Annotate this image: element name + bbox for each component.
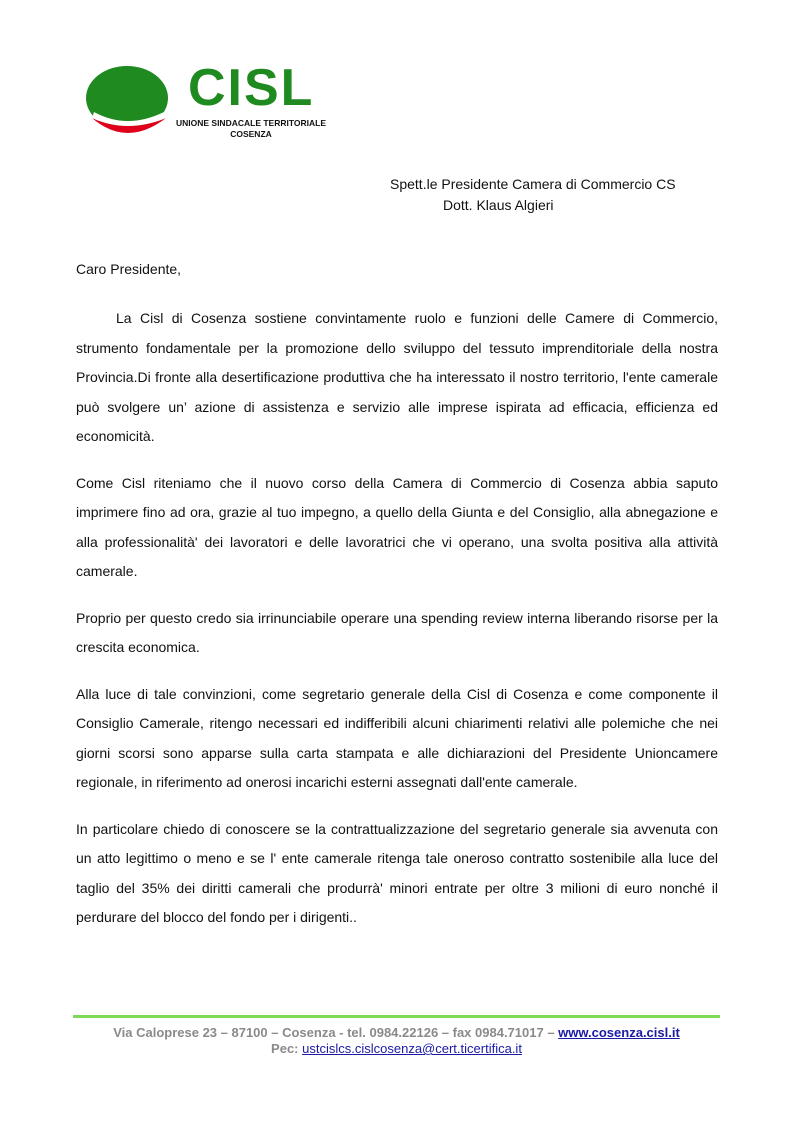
logo-subtitle-line1: UNIONE SINDACALE TERRITORIALE xyxy=(175,118,327,128)
logo-subtitle-line2: COSENZA xyxy=(230,129,272,139)
paragraph-3: Proprio per questo credo sia irrinunciabile operare una spending review interna liberando risorse per la crescita economica. xyxy=(76,609,718,655)
pec-label: Pec: xyxy=(271,1041,303,1056)
salutation: Caro Presidente, xyxy=(76,261,182,277)
paragraph-4: Alla luce di tale convinzioni, come segretario generale della Cisl di Cosenza e come componente il Consiglio Camerale, ritengo necessari ed indifferibili alcuni chiarimenti relativi alle polemiche che nei giorni scorsi sono apparse sulla carta stampata e alle dichiarazioni del Presidente Unioncamere regionale, in riferimento ad onerosi incarichi esterni assegnati dall'ente camerale. xyxy=(76,685,718,790)
pec-email-link[interactable]: ustcislcs.cislcosenza@cert.ticertifica.it xyxy=(302,1041,522,1056)
footer-divider xyxy=(73,1015,720,1018)
addressee-block xyxy=(390,174,676,216)
paragraph-5: In particolare chiedo di conoscere se la contrattualizzazione del segretario generale sia avvenuta con un atto legittimo o meno e se l' ente camerale ritenga tale oneroso contratto sostenibile alla luce del taglio del 35% dei diritti camerali che produrrà' minori entrate per oltre 3 milioni di euro nonché il perdurare del blocco del fondo per i dirigenti.. xyxy=(76,820,718,925)
footer-line1 xyxy=(73,1025,720,1041)
footer-line2 xyxy=(73,1041,720,1057)
paragraph-2: Come Cisl riteniamo che il nuovo corso della Camera di Commercio di Cosenza abbia saputo imprimere fino ad ora, grazie al tuo impegno, a quello della Giunta e del Consiglio, alla abnegazione e alla professionalità' dei lavoratori e delle lavoratrici che vi operano, una svolta positiva alla attività camerale. xyxy=(76,474,718,579)
addressee-line1: Spett.le Presidente Camera di Commercio CS xyxy=(390,176,676,192)
addressee-line2: Dott. Klaus Algieri xyxy=(443,197,554,213)
footer-address: Via Caloprese 23 – 87100 – Cosenza - tel. 0984.22126 – fax 0984.71017 – xyxy=(113,1025,559,1040)
cisl-logo-mark-icon xyxy=(84,56,174,144)
letter-body xyxy=(76,304,718,950)
cisl-brand-text: CISL xyxy=(188,59,315,117)
paragraph-1: La Cisl di Cosenza sostiene convintamente ruolo e funzioni delle Camere di Commercio, strumento fondamentale per la promozione dello sviluppo del tessuto imprenditoriale della nostra Provincia.Di fronte alla desertificazione produttiva che ha interessato il nostro territorio, l'ente camerale può svolgere un’ azione di assistenza e servizio alle imprese ispirata ad efficacia, efficienza ed economicità. xyxy=(76,310,718,444)
website-link[interactable]: www.cosenza.cisl.it xyxy=(558,1025,680,1040)
footer xyxy=(73,1025,720,1057)
cisl-logo xyxy=(84,56,344,146)
